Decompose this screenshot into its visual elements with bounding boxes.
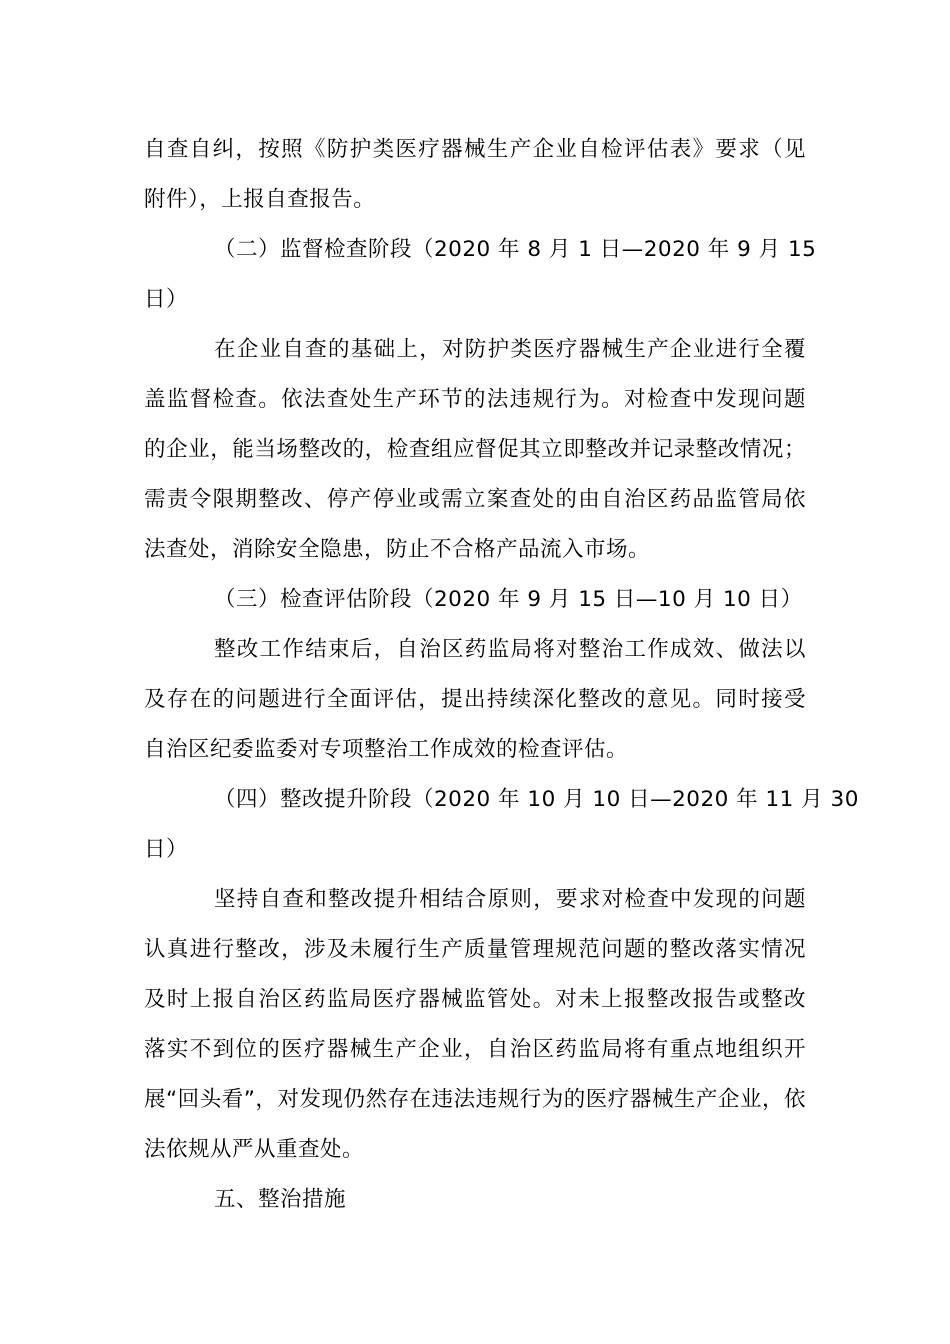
intro-line-2: 附件），上报自查报告。 <box>144 187 376 212</box>
stage4-paragraph-line: 法依规从严从重查处。 <box>144 1137 365 1162</box>
stage4-paragraph-line: 坚持自查和整改提升相结合原则，要求对检查中发现的问题 <box>214 887 806 912</box>
stage4-paragraph-line: 认真进行整改，涉及未履行生产质量管理规范问题的整改落实情况 <box>144 937 806 962</box>
stage4-heading: （四）整改提升阶段（2020 年 10 月 10 日—2020 年 11 月 30 <box>214 787 859 812</box>
stage4-paragraph-line: 展“回头看”，对发现仍然存在违法违规行为的医疗器械生产企业，依 <box>144 1087 806 1112</box>
stage2-paragraph-line: 盖监督检查。依法查处生产环节的法违规行为。对检查中发现问题 <box>144 387 806 412</box>
stage2-paragraph-line: 在企业自查的基础上，对防护类医疗器械生产企业进行全覆 <box>214 337 806 362</box>
stage2-paragraph-line: 的企业，能当场整改的，检查组应督促其立即整改并记录整改情况； <box>144 437 806 462</box>
intro-line-1: 自查自纠，按照《防护类医疗器械生产企业自检评估表》要求（见 <box>144 137 806 162</box>
stage3-paragraph-line: 自治区纪委监委对专项整治工作成效的检查评估。 <box>144 737 629 762</box>
stage3-heading: （三）检查评估阶段（2020 年 9 月 15 日—10 月 10 日） <box>214 587 803 612</box>
stage4-paragraph-line: 及时上报自治区药监局医疗器械监管处。对未上报整改报告或整改 <box>144 987 806 1012</box>
stage2-paragraph-line: 法查处，消除安全隐患，防止不合格产品流入市场。 <box>144 537 651 562</box>
stage3-paragraph-line: 整改工作结束后，自治区药监局将对整治工作成效、做法以 <box>214 637 806 662</box>
stage2-heading-cont: 日） <box>144 287 189 312</box>
stage4-heading-cont: 日） <box>144 837 189 862</box>
stage3-paragraph-line: 及存在的问题进行全面评估，提出持续深化整改的意见。同时接受 <box>144 687 806 712</box>
stage2-heading: （二）监督检查阶段（2020 年 8 月 1 日—2020 年 9 月 15 <box>214 237 817 262</box>
section5-heading: 五、整治措施 <box>214 1187 347 1212</box>
stage2-paragraph-line: 需责令限期整改、停产停业或需立案查处的由自治区药品监管局依 <box>144 487 806 512</box>
stage4-paragraph-line: 落实不到位的医疗器械生产企业，自治区药监局将有重点地组织开 <box>144 1037 806 1062</box>
